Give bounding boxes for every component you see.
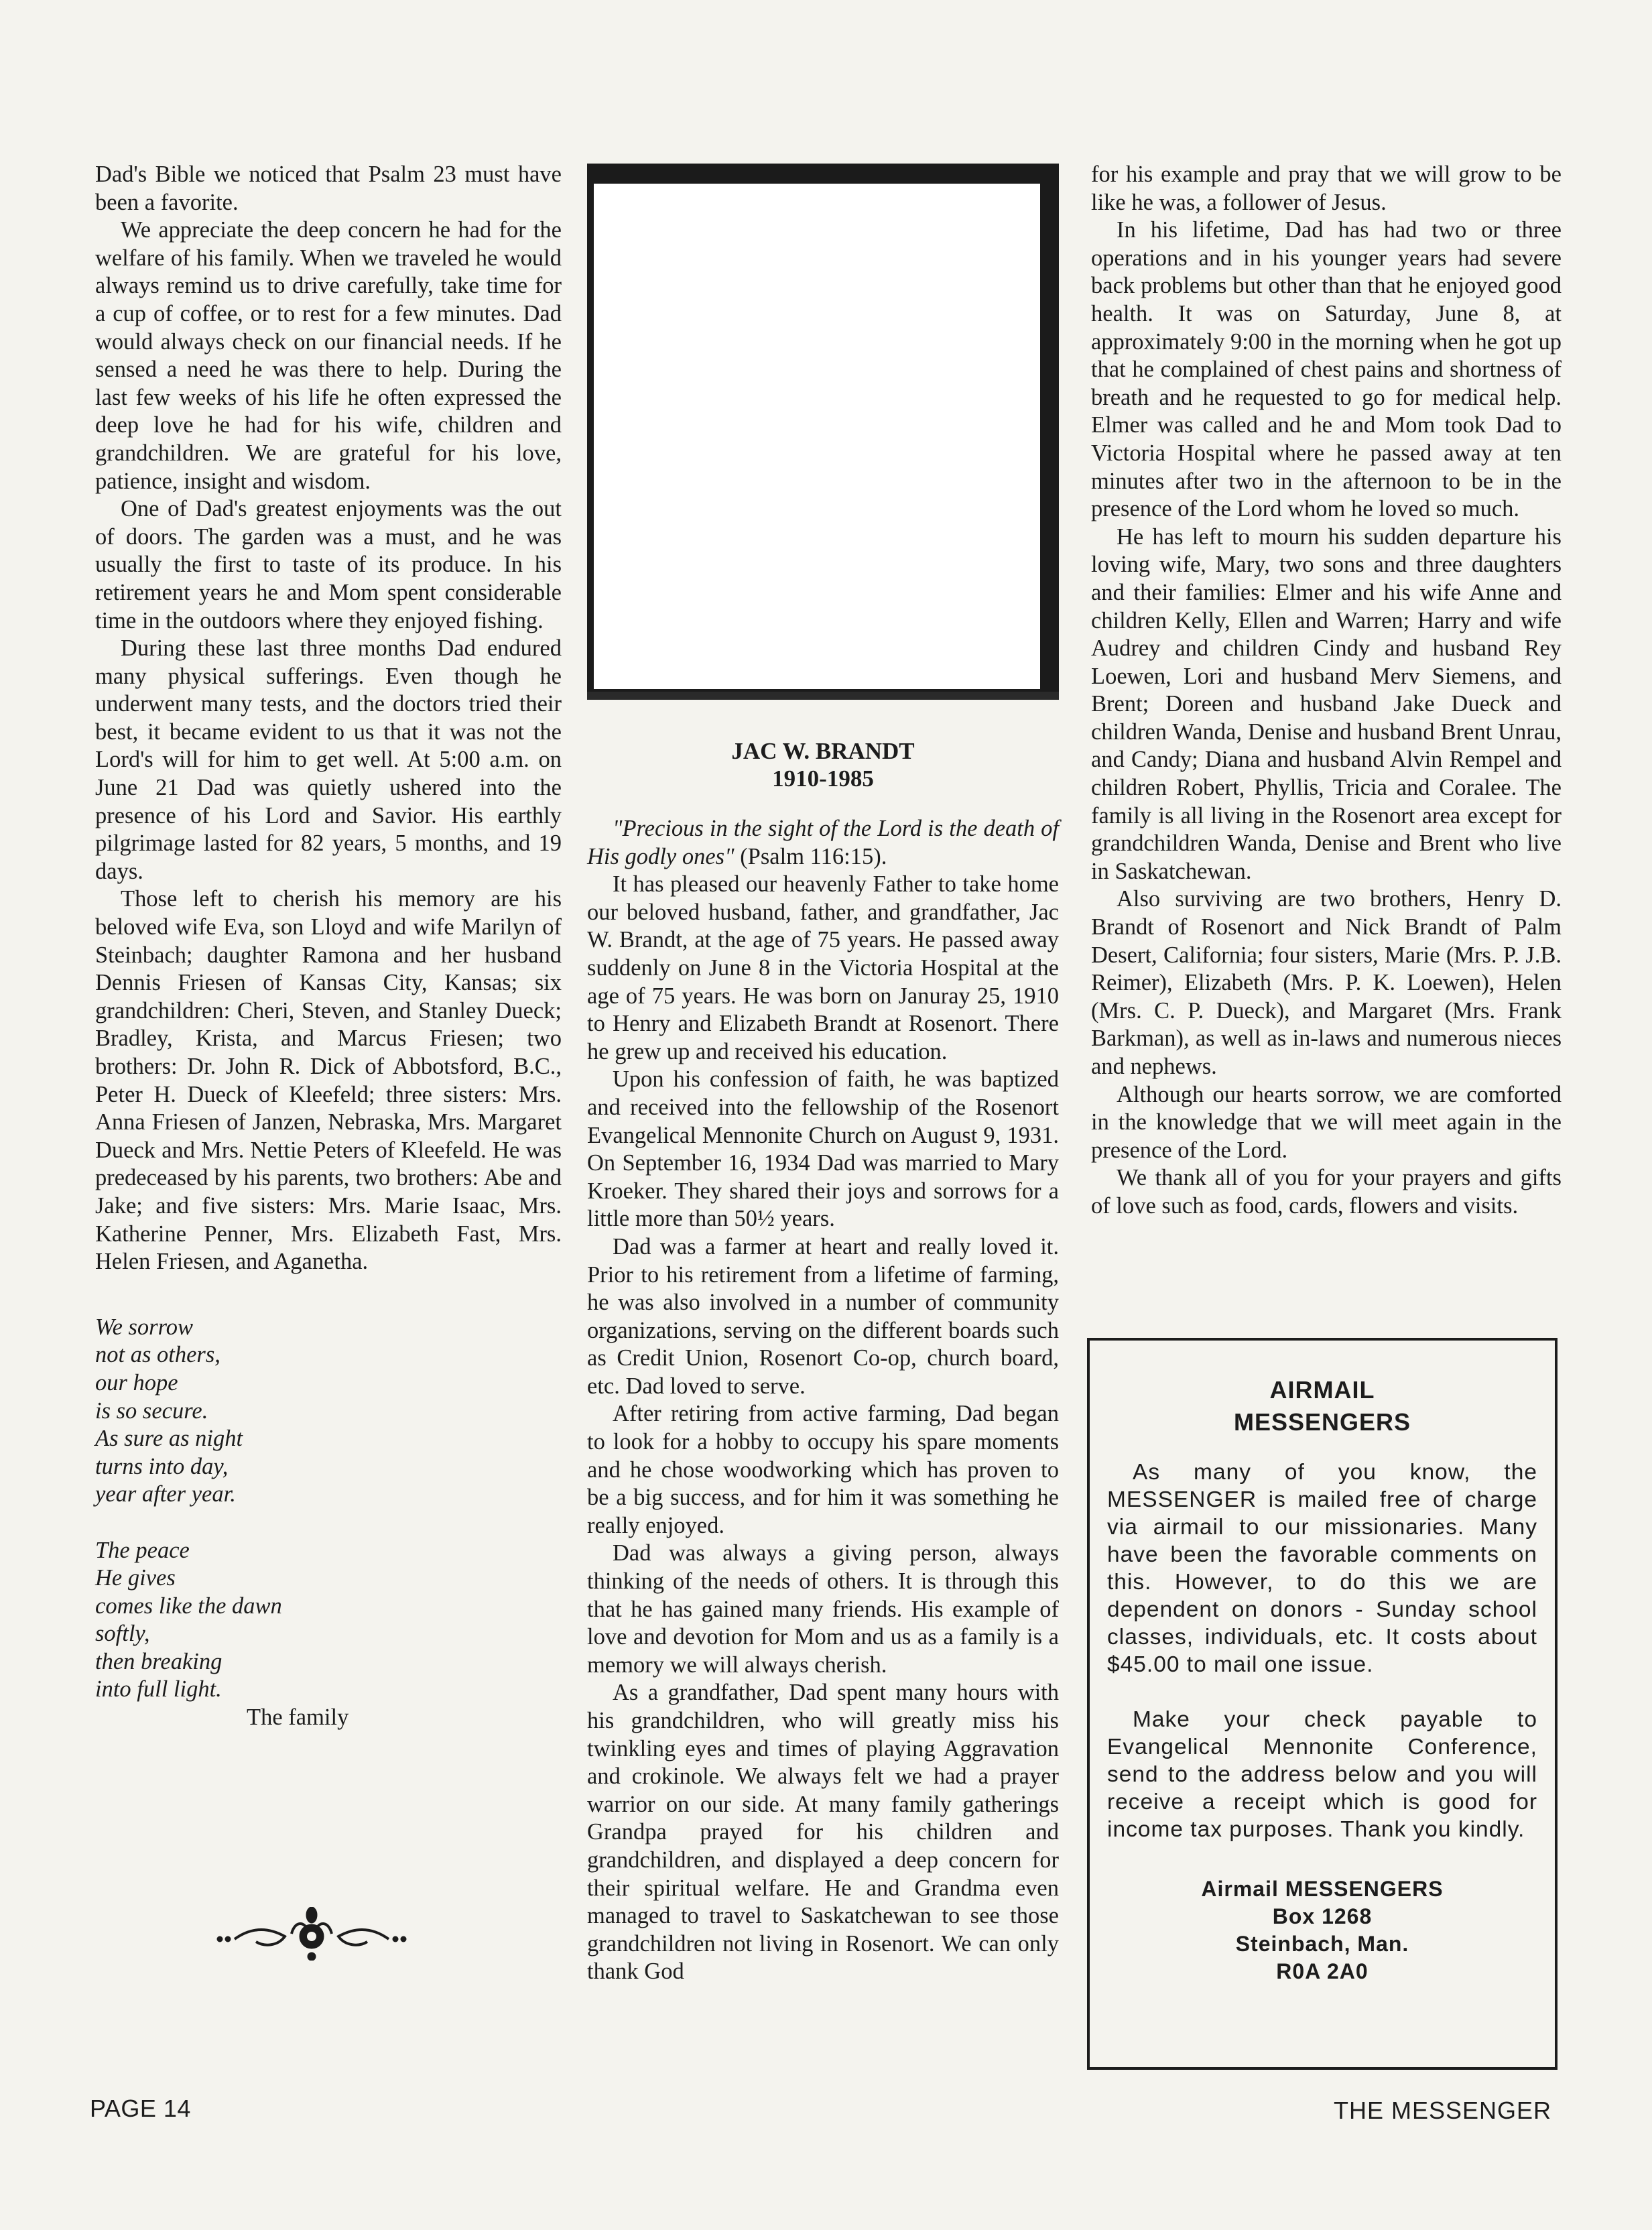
body-paragraph: During these last three months Dad endured many physical sufferings. Even though he underwent many tests, and the doctors tried their best, it became evident to us that it was not the Lord's will for him to get well. At 5:00 a.m. on June 21 Dad was quietly ushered into the presence of his Lord and Savior. His earthly pilgrimage lasted for 82 years, 5 months, and 19 days. [95, 635, 562, 884]
body-paragraph: Although our hearts sorrow, we are comforted in the knowledge that we will meet again in the presence of the Lord. [1091, 1081, 1562, 1163]
poem-line: into full light. [95, 1676, 222, 1702]
poem-line: The peace [95, 1537, 190, 1563]
poem-line: softly, [95, 1621, 150, 1647]
poem-line: our hope [95, 1369, 178, 1396]
body-paragraph: He has left to mourn his sudden departure his loving wife, Mary, two sons and three daughters and their families: Elmer and his wife Anne and children Kelly, Ellen and Warren; Harry and wife Audrey and children Cindy and husband Rey Loewen, Lori and husband Merv Siemens, and Brent; Doreen and husband Jake Dueck and children Wanda, Denise and husband Brent Unrau, and Candy; Diana and husband Alvin Rempel and children Robert, Phyllis, Tricia and Coralee. The family is all living in the Rosenort area except for grandchildren Wanda, Denise and Brent who live in Saskatchewan. [1091, 523, 1562, 884]
portrait-photo-placeholder-icon [587, 164, 1059, 700]
photo-area [594, 184, 1040, 689]
notice-title-line: AIRMAIL [1269, 1376, 1375, 1404]
body-paragraph: Those left to cherish his memory are his beloved wife Eva, son Lloyd and wife Marilyn of Steinbach; daughter Ramona and her husband Dennis Friesen of Kansas City, Kansas; six grandchildren: Cheri, Steven, and Stanley Dueck; Bradley, Krista, and Marcus Friesen; two brothers: Dr. John R. Dick of Abbotsford, B.C., Peter H. Dueck of Kleefeld; three sisters: Mrs. Anna Friesen of Janzen, Nebraska, Mrs. Margaret Dueck and Mrs. Nettie Peters of Kleefeld. He was predeceased by his parents, two brothers: Abe and Jake; and five sisters: Mrs. Marie Isaac, Mrs. Katherine Penner, Mrs. Elizabeth Fast, Mrs. Helen Friesen, and Aganetha. [95, 886, 562, 1275]
quote-reference: (Psalm 116:15). [734, 843, 887, 869]
poem-signature: The family [247, 1705, 349, 1731]
address-line: Steinbach, Man. [1235, 1932, 1409, 1956]
page-number: PAGE 14 [90, 2095, 191, 2122]
floral-divider-ornament-icon [214, 1907, 409, 1961]
address-line: R0A 2A0 [1276, 1959, 1369, 1983]
body-paragraph: After retiring from active farming, Dad began to look for a hobby to occupy his spare moments and he chose woodworking which has proven to be a big success, and for him it was something he really enjoyed. [587, 1401, 1059, 1538]
notice-title [1107, 1374, 1537, 1438]
address-line: Box 1268 [1272, 1904, 1373, 1928]
body-paragraph: Dad was always a giving person, always thinking of the needs of others. It is through this that he has gained many friends. His example of love and devotion for Mom and us as a family is a memory we will always cherish. [587, 1540, 1059, 1678]
body-paragraph: for his example and pray that we will grow to be like he was, a follower of Jesus. [1091, 162, 1562, 215]
obituary-years: 1910-1985 [772, 765, 874, 792]
poem-line: comes like the dawn [95, 1593, 282, 1619]
photo-frame-edge [587, 692, 1059, 700]
quote-text: "Precious in the sight of the Lord is the death of His godly ones" [587, 816, 1059, 869]
publication-name: THE MESSENGER [1334, 2097, 1552, 2124]
stanza-gap [95, 1509, 562, 1537]
scripture-quote [587, 815, 1059, 871]
body-paragraph: We thank all of you for your prayers and gifts of love such as food, cards, flowers and visits. [1091, 1165, 1562, 1219]
mailing-address [1107, 1875, 1537, 1985]
poem-line: He gives [95, 1565, 176, 1591]
airmail-messengers-notice [1087, 1338, 1558, 2070]
poem-line: As sure as night [95, 1426, 243, 1452]
poem-line: turns into day, [95, 1453, 229, 1479]
body-paragraph: Upon his confession of faith, he was baptized and received into the fellowship of the Rosenort Evangelical Mennonite Church on August 9, 1931. On September 16, 1934 Dad was married to Mary Kroeker. They shared their joys and sorrows for a little more than 50½ years. [587, 1066, 1059, 1232]
poem-line: not as others, [95, 1342, 220, 1368]
body-paragraph: We appreciate the deep concern he had for the welfare of his family. When we traveled he would always remind us to drive carefully, take time for a cup of coffee, or to rest for a few minutes. Dad would always check on our financial needs. If he sensed a need he was there to help. During the last few weeks of his life he often expressed the deep love he had for his wife, children and grandchildren. We are grateful for his love, patience, insight and wisdom. [95, 217, 562, 494]
body-paragraph: Dad's Bible we noticed that Psalm 23 must have been a favorite. [95, 162, 562, 215]
left-column [95, 161, 562, 1732]
notice-paragraph: As many of you know, the MESSENGER is mailed free of charge via airmail to our missionaries. Many have been the favorable comments on this. However, to do this we are dependent on donors - Sunday school classes, individuals, etc. It costs about $45.00 to mail one issue. [1107, 1460, 1537, 1677]
poem-line: then breaking [95, 1648, 223, 1674]
poem-line: is so secure. [95, 1398, 208, 1424]
middle-column [587, 737, 1059, 1986]
poem-line: We sorrow [95, 1314, 194, 1340]
body-paragraph: One of Dad's greatest enjoyments was the out of doors. The garden was a must, and he was usually the first to taste of its produce. In his retirement years he and Mom spent considerable time in the outdoors where they enjoyed fishing. [95, 496, 562, 633]
body-paragraph: It has pleased our heavenly Father to take home our beloved husband, father, and grandfather, Jac W. Brandt, at the age of 75 years. He passed away suddenly on June 8 in the Victoria Hospital at the age of 75 years. He was born on Januray 25, 1910 to Henry and Elizabeth Brandt at Rosenort. There he grew up and received his education. [587, 871, 1059, 1064]
obituary-name: JAC W. BRANDT [731, 738, 915, 764]
address-line: Airmail MESSENGERS [1201, 1877, 1444, 1901]
poem-line: year after year. [95, 1481, 236, 1507]
obituary-heading [587, 737, 1059, 792]
notice-paragraph: Make your check payable to Evangelical Mennonite Conference, send to the address below and you will receive a receipt which is good for income tax purposes. Thank you kindly. [1107, 1707, 1537, 1842]
body-paragraph: As a grandfather, Dad spent many hours with his grandchildren, who will greatly miss his twinkling eyes and times of playing Aggravation and crokinole. We always felt we had a prayer warrior on our side. At many family gatherings Grandpa prayed for his children and grandchildren, and displayed a deep concern for their spiritual welfare. He and Grandma even managed to travel to Saskatchewan to see those grandchildren not living in Rosenort. We can only thank God [587, 1680, 1059, 1985]
body-paragraph: Also surviving are two brothers, Henry D. Brandt of Rosenort and Nick Brandt of Palm Desert, California; four sisters, Marie (Mrs. P. J.B. Reimer), Elizabeth (Mrs. P. K. Loewen), Helen (Mrs. C. P. Dueck), and Margaret (Mrs. Frank Barkman), as well as in-laws and numerous nieces and nephews. [1091, 886, 1562, 1079]
right-column [1091, 161, 1562, 1221]
body-paragraph: In his lifetime, Dad has had two or three operations and in his younger years had severe back problems but other than that he enjoyed good health. It was on Saturday, June 8, at approximately 9:00 in the morning when he got up that he complained of chest pains and shortness of breath and he requested to go for medical help. Elmer was called and he and Mom took Dad to Victoria Hospital where he passed away at ten minutes after two in the afternoon to be in the presence of the Lord whom he loved so much. [1091, 217, 1562, 522]
notice-title-line: MESSENGERS [1233, 1408, 1411, 1436]
memorial-poem [95, 1314, 562, 1732]
body-paragraph: Dad was a farmer at heart and really loved it. Prior to his retirement from a lifetime of farming, he was also involved in a number of community organizations, serving on the different boards such as Credit Union, Rosenort Co-op, church board, etc. Dad loved to serve. [587, 1233, 1059, 1399]
